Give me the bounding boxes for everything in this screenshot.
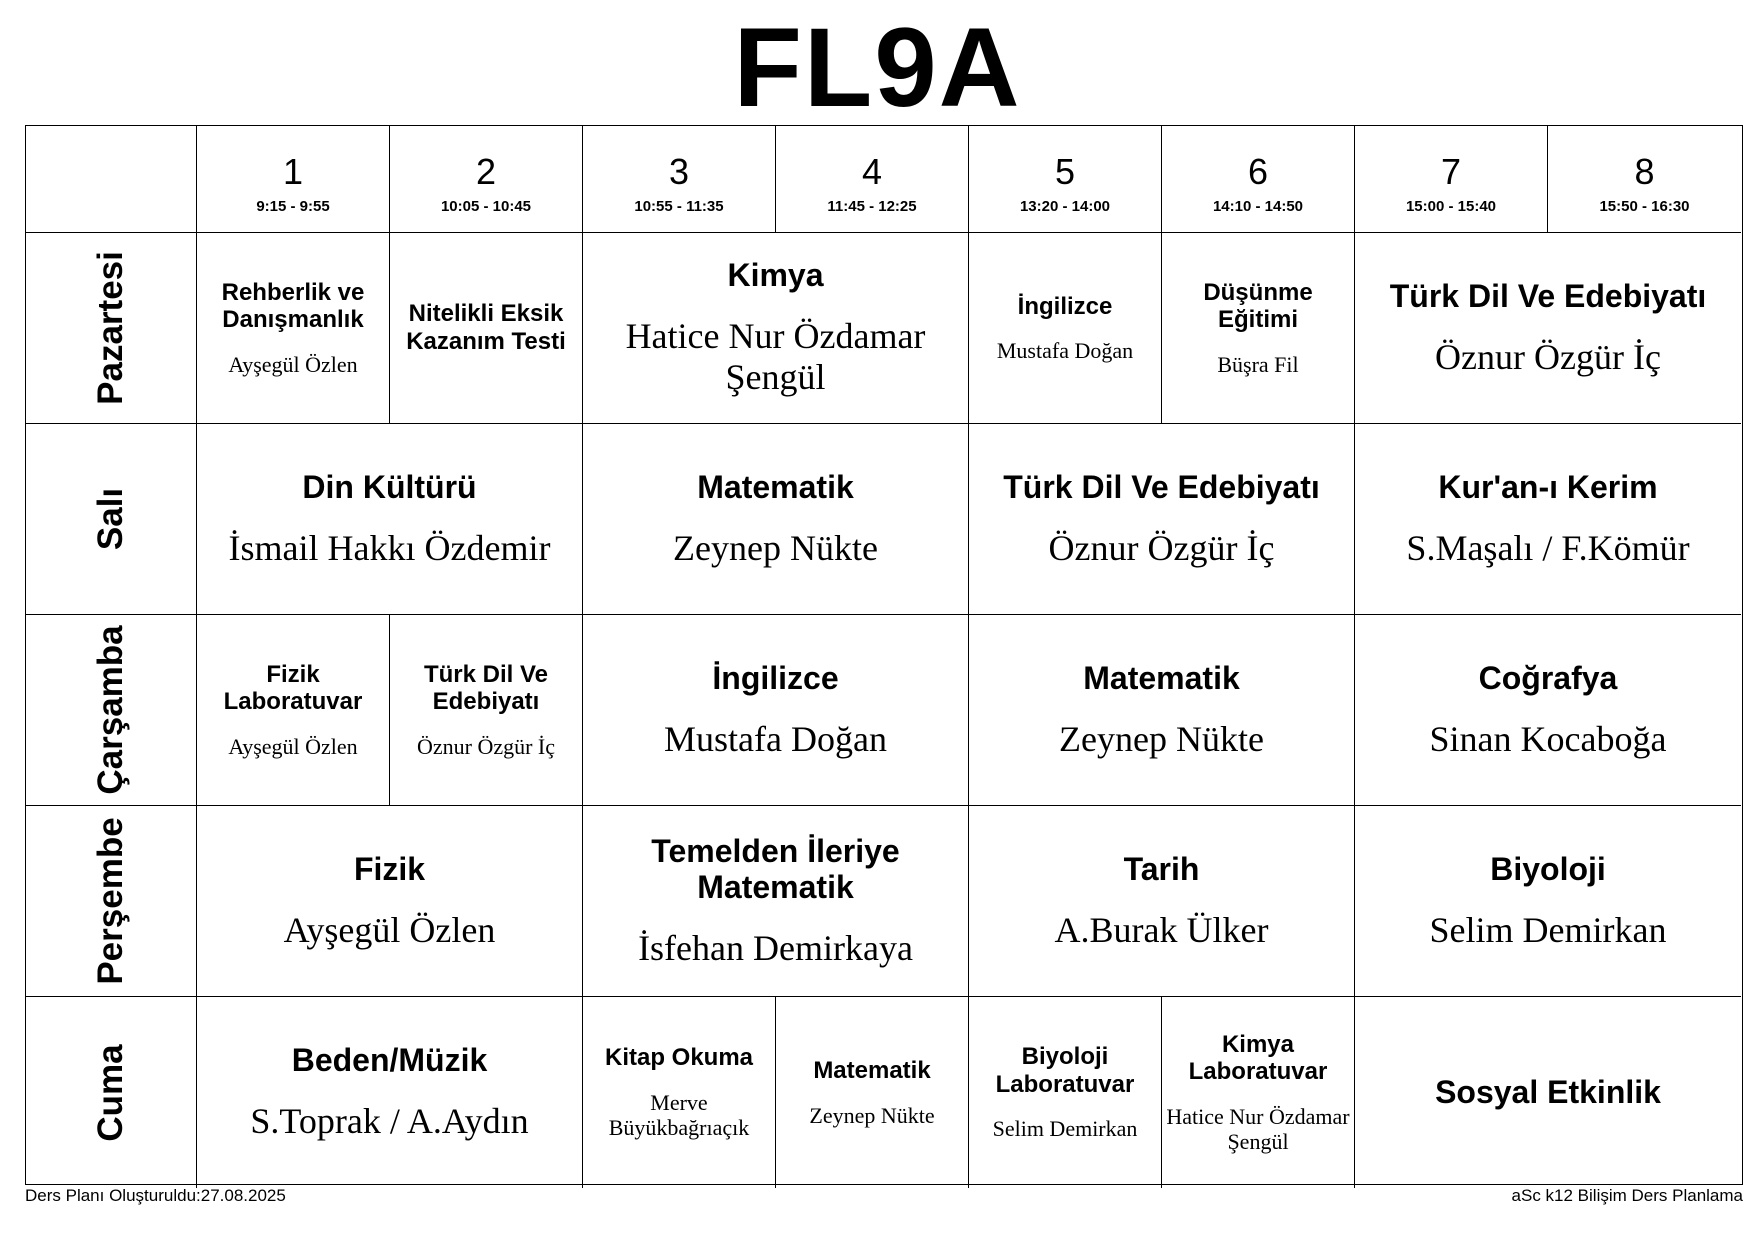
page-title: FL9A xyxy=(733,5,1022,130)
period-number: 8 xyxy=(1634,150,1655,192)
lesson-subject: Matematik xyxy=(813,1057,931,1085)
lesson-teacher: A.Burak Ülker xyxy=(1054,909,1269,950)
lesson-subject: Matematik xyxy=(1083,659,1240,696)
day-header xyxy=(26,806,197,997)
lesson-teacher: Öznur Özgür İç xyxy=(1435,336,1661,377)
day-header xyxy=(26,424,197,615)
period-header xyxy=(583,126,776,233)
lesson-subject: İngilizce xyxy=(1017,292,1113,320)
lesson-teacher: Zeynep Nükte xyxy=(1059,718,1264,759)
lesson-cell[interactable] xyxy=(583,424,969,615)
lesson-teacher: Selim Demirkan xyxy=(1429,909,1667,950)
day-label: Perşembe xyxy=(91,817,130,985)
period-header xyxy=(969,126,1162,233)
lesson-subject: Beden/Müzik xyxy=(291,1042,488,1079)
lesson-subject: Tarih xyxy=(1123,850,1200,887)
lesson-cell[interactable] xyxy=(390,233,583,424)
lesson-teacher: Hatice Nur Özdamar Şengül xyxy=(625,316,926,398)
lesson-subject: Kitap Okuma xyxy=(604,1044,754,1072)
lesson-subject: Sosyal Etkinlik xyxy=(1435,1074,1661,1111)
lesson-cell[interactable] xyxy=(1355,233,1741,424)
lesson-teacher: S.Maşalı / F.Kömür xyxy=(1406,527,1690,568)
period-time: 13:20 - 14:00 xyxy=(1019,197,1111,215)
lesson-cell[interactable] xyxy=(197,233,390,424)
lesson-subject: Rehberlik ve Danışmanlık xyxy=(221,278,365,334)
lesson-teacher: Büşra Fil xyxy=(1217,351,1299,377)
period-time: 14:10 - 14:50 xyxy=(1212,197,1304,215)
lesson-teacher: Merve Büyükbağrıaçık xyxy=(608,1090,750,1141)
software-credit-text: aSc k12 Bilişim Ders Planlama xyxy=(1511,1186,1743,1205)
lesson-cell[interactable] xyxy=(776,997,969,1188)
period-header xyxy=(776,126,969,233)
lesson-cell[interactable] xyxy=(969,806,1355,997)
lesson-teacher: Hatice Nur Özdamar Şengül xyxy=(1166,1103,1350,1155)
lesson-teacher: Öznur Özgür İç xyxy=(1048,527,1275,568)
lesson-cell[interactable] xyxy=(1355,615,1741,806)
lesson-cell[interactable] xyxy=(1355,997,1741,1188)
lesson-cell[interactable] xyxy=(1355,806,1741,997)
lesson-cell[interactable] xyxy=(969,615,1355,806)
lesson-subject: Türk Dil Ve Edebiyatı xyxy=(423,660,549,716)
lesson-subject: Nitelikli Eksik Kazanım Testi xyxy=(406,300,566,355)
lesson-subject: Fizik xyxy=(353,850,426,887)
day-header xyxy=(26,997,197,1188)
day-label: Çarşamba xyxy=(91,625,130,795)
period-header xyxy=(1355,126,1548,233)
lesson-cell[interactable] xyxy=(1162,997,1355,1188)
lesson-subject: Coğrafya xyxy=(1478,659,1618,696)
period-time: 15:50 - 16:30 xyxy=(1599,197,1690,215)
lesson-cell[interactable] xyxy=(969,424,1355,615)
lesson-cell[interactable] xyxy=(1162,233,1355,424)
period-time: 15:00 - 15:40 xyxy=(1405,197,1497,215)
day-label: Salı xyxy=(91,487,130,551)
period-time: 9:15 - 9:55 xyxy=(256,197,330,215)
lesson-subject: Düşünme Eğitimi xyxy=(1203,278,1313,334)
lesson-subject: Kimya Laboratuvar xyxy=(1188,1030,1328,1086)
lesson-teacher: S.Toprak / A.Aydın xyxy=(250,1101,529,1142)
lesson-teacher: Öznur Özgür İç xyxy=(416,733,556,759)
lesson-subject: Türk Dil Ve Edebiyatı xyxy=(1003,468,1320,505)
lesson-subject: Temelden İleriye Matematik xyxy=(651,832,900,906)
lesson-cell[interactable] xyxy=(583,997,776,1188)
period-number: 7 xyxy=(1440,150,1462,192)
lesson-teacher: Zeynep Nükte xyxy=(673,527,878,568)
lesson-cell[interactable] xyxy=(583,615,969,806)
day-label: Pazartesi xyxy=(91,251,130,405)
timetable-grid xyxy=(25,125,1743,1185)
day-header xyxy=(26,615,197,806)
lesson-subject: Biyoloji Laboratuvar xyxy=(995,1043,1135,1098)
lesson-subject: Fizik Laboratuvar xyxy=(223,660,363,716)
lesson-teacher: Selim Demirkan xyxy=(992,1116,1138,1142)
period-time: 10:55 - 11:35 xyxy=(634,197,724,215)
lesson-cell[interactable] xyxy=(197,997,583,1188)
lesson-cell[interactable] xyxy=(390,615,583,806)
lesson-teacher: Sinan Kocaboğa xyxy=(1429,718,1667,759)
period-header xyxy=(390,126,583,233)
lesson-teacher: İsfehan Demirkaya xyxy=(638,928,913,969)
created-date-text: Ders Planı Oluşturuldu:27.08.2025 xyxy=(25,1186,286,1205)
day-label: Cuma xyxy=(91,1043,130,1142)
lesson-cell[interactable] xyxy=(969,997,1162,1188)
lesson-cell[interactable] xyxy=(1355,424,1741,615)
lesson-cell[interactable] xyxy=(197,424,583,615)
period-time: 11:45 - 12:25 xyxy=(827,197,917,215)
period-header xyxy=(1548,126,1741,233)
lesson-subject: Biyoloji xyxy=(1490,850,1606,887)
lesson-subject: Kimya xyxy=(727,257,824,294)
period-number: 6 xyxy=(1247,150,1269,192)
lesson-cell[interactable] xyxy=(583,806,969,997)
period-number: 2 xyxy=(475,150,497,192)
period-header xyxy=(197,126,390,233)
lesson-teacher: Zeynep Nükte xyxy=(809,1102,935,1128)
period-time: 10:05 - 10:45 xyxy=(440,197,532,215)
period-number: 3 xyxy=(668,150,690,192)
period-header xyxy=(1162,126,1355,233)
lesson-cell[interactable] xyxy=(197,806,583,997)
lesson-subject: Din Kültürü xyxy=(302,468,477,505)
lesson-subject: Türk Dil Ve Edebiyatı xyxy=(1389,277,1707,314)
lesson-subject: İngilizce xyxy=(712,659,839,696)
day-header xyxy=(26,233,197,424)
lesson-teacher: Mustafa Doğan xyxy=(996,338,1134,364)
lesson-teacher: Ayşegül Özlen xyxy=(228,733,358,759)
lesson-teacher: İsmail Hakkı Özdemir xyxy=(228,527,551,568)
period-number: 4 xyxy=(861,150,883,192)
lesson-teacher: Ayşegül Özlen xyxy=(283,909,496,950)
lesson-cell[interactable] xyxy=(197,615,390,806)
lesson-teacher: Mustafa Doğan xyxy=(664,718,887,759)
lesson-cell[interactable] xyxy=(583,233,969,424)
lesson-cell[interactable] xyxy=(969,233,1162,424)
corner-cell xyxy=(26,126,197,233)
period-number: 5 xyxy=(1054,150,1076,192)
lesson-subject: Matematik xyxy=(697,468,854,505)
lesson-teacher: Ayşegül Özlen xyxy=(228,351,358,377)
lesson-subject: Kur'an-ı Kerim xyxy=(1438,468,1658,505)
period-number: 1 xyxy=(282,150,304,192)
